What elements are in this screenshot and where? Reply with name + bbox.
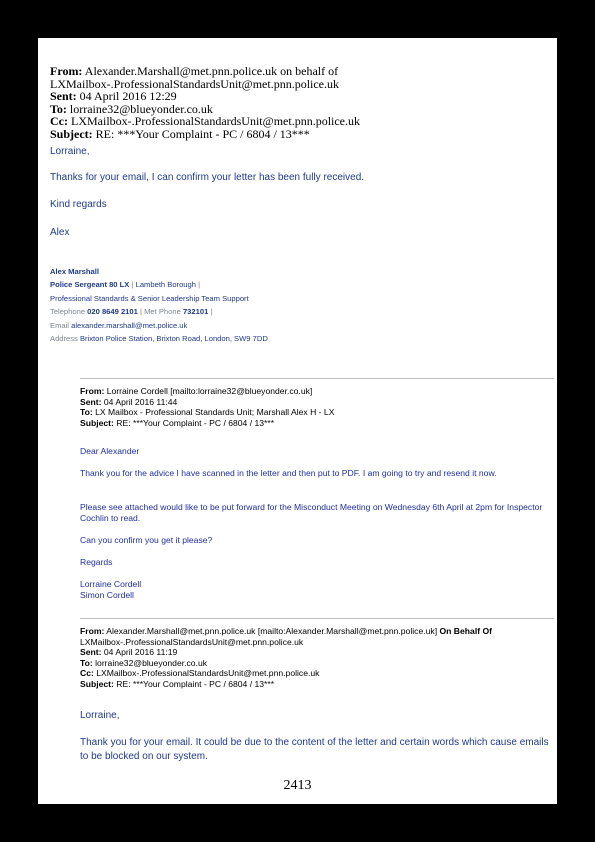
email2-para1: Thank you for the advice I have scanned in the letter and then put to PDF. I am going to try and resend it now. (80, 468, 497, 478)
email1-cc: Cc: LXMailbox-.ProfessionalStandardsUnit@met.pnn.police.uk (50, 114, 361, 129)
email1-sent: Sent: 04 April 2016 12:29 (50, 89, 177, 104)
signature-address-line: Address Brixton Police Station, Brixton Road, London, SW9 7DD (50, 334, 268, 344)
email1-closing: Kind regards (50, 199, 107, 210)
email1-greeting: Lorraine, (50, 146, 90, 157)
signature-phone-line: Telephone 020 8649 2101 | Met Phone 732101 | (50, 307, 213, 317)
email1-signoff: Alex (50, 227, 70, 238)
email3-subject: Subject: RE: ***Your Complaint - PC / 6804 / 13*** (80, 678, 275, 689)
email3-header (80, 626, 552, 690)
signature-rank-line: Police Sergeant 80 LX | Lambeth Borough | (50, 280, 201, 290)
separator-rule (80, 378, 554, 379)
email2-to: To: LX Mailbox - Professional Standards Unit; Marshall Alex H - LX (80, 407, 335, 418)
email2-sig2: Simon Cordell (80, 590, 134, 600)
email2-sent: Sent: 04 April 2016 11:44 (80, 396, 178, 407)
signature-block (50, 265, 268, 345)
email3-body: Thank you for your email. It could be due to the content of the letter and certain words which cause emails to be blocked on our system. (80, 737, 549, 762)
email1-from-cont: LXMailbox-.ProfessionalStandardsUnit@met.pnn.police.uk (50, 76, 340, 91)
email2-para3: Can you confirm you get it please? (80, 535, 213, 545)
email2-header (80, 386, 552, 428)
email3-greeting: Lorraine, (80, 710, 120, 721)
separator-rule (80, 618, 554, 619)
email2-sig1: Lorraine Cordell (80, 579, 142, 589)
signature-team: Professional Standards & Senior Leadership Team Support (50, 293, 249, 303)
email2-subject: Subject: RE: ***Your Complaint - PC / 6804 / 13*** (80, 417, 275, 428)
email1-header (50, 65, 550, 141)
email2-para2: Please see attached would like to be put forward for the Misconduct Meeting on Wednesday 6th April at 2pm for Inspector Cochlin to read. (80, 502, 543, 523)
signature-email-line: Email alexander.marshall@met.police.uk (50, 320, 188, 330)
email2-closing: Regards (80, 557, 113, 567)
email1-to: To: lorraine32@blueyonder.co.uk (50, 101, 213, 116)
email3-from: From: Alexander.Marshall@met.pnn.police.uk [mailto:Alexander.Marshall@met.pnn.police.uk] On Behalf Of LXMailbox-.ProfessionalStandardsUnit@met.pnn.police.uk (80, 626, 493, 647)
email3-to: To: lorraine32@blueyonder.co.uk (80, 657, 208, 668)
email2-from: From: Lorraine Cordell [mailto:lorraine32@blueyonder.co.uk] (80, 386, 313, 396)
email3-sent: Sent: 04 April 2016 11:19 (80, 647, 178, 658)
document-page (38, 38, 557, 804)
email1-subject: Subject: RE: ***Your Complaint - PC / 6804 / 13*** (50, 126, 310, 141)
email1-body: Thanks for your email, I can confirm your letter has been fully received. (50, 172, 365, 183)
email3-cc: Cc: LXMailbox-.ProfessionalStandardsUnit@met.pnn.police.uk (80, 668, 320, 679)
page-number: 2413 (283, 778, 312, 793)
email1-from: From: Alexander.Marshall@met.pnn.police.uk on behalf of (50, 64, 339, 78)
email2-greeting: Dear Alexander (80, 446, 140, 456)
signature-name: Alex Marshall (50, 267, 99, 276)
